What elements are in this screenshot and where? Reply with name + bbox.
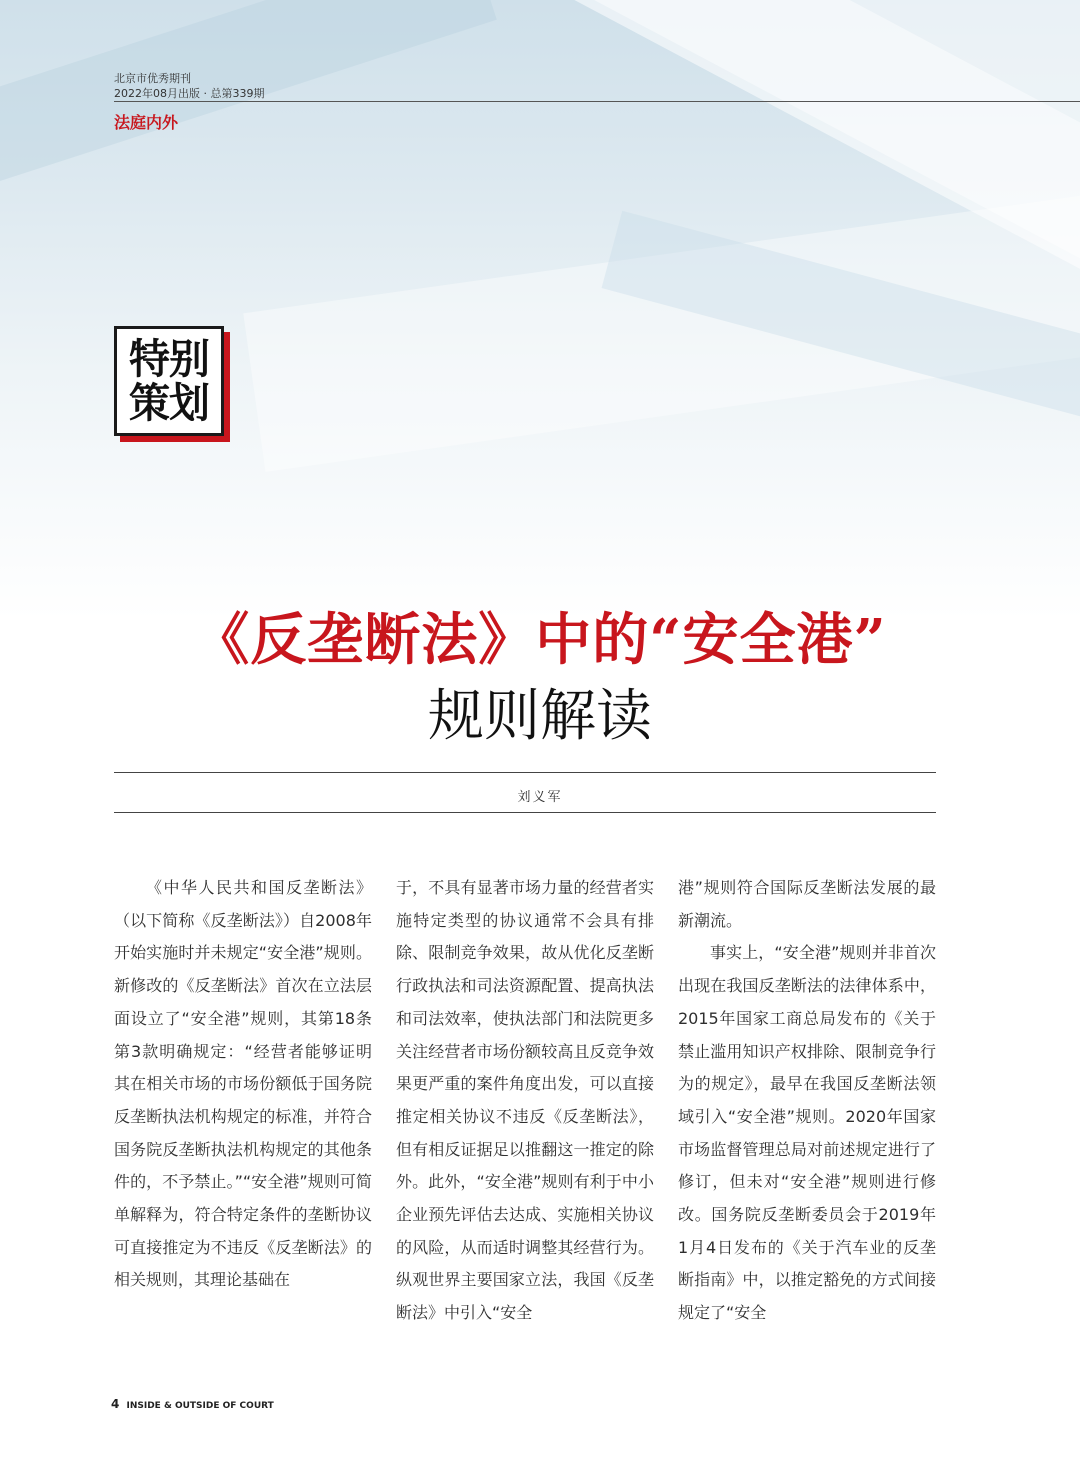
text-column-1 <box>114 872 372 1364</box>
section-name: 法庭内外 <box>114 113 179 132</box>
byline-rule-top <box>114 772 936 773</box>
author-name: 刘义军 <box>517 790 563 805</box>
paragraph: 《中华人民共和国反垄断法》（以下简称《反垄断法》）自2008年开始实施时并未规定“安全港”规则。新修改的《反垄断法》首次在立法层面设立了“安全港”规则，其第18条第3款明确规定：“经营者能够证明其在相关市场的市场份额低于国务院反垄断执法机构规定的标准，并符合国务院反垄断执法机构规定的其他条件的，不予禁止。”“安全港”规则可简单解释为，符合特定条件的垄断协议可直接推定为不违反《反垄断法》的相关规则，其理论基础在 <box>114 878 372 1290</box>
article-subtitle: 规则解读 <box>428 684 652 749</box>
text-column-3 <box>678 872 936 1364</box>
paragraph: 港”规则符合国际反垄断法发展的最新潮流。 <box>678 878 936 930</box>
paragraph: 于，不具有显著市场力量的经营者实施特定类型的协议通常不会具有排除、限制竞争效果，故从优化反垄断行政执法和司法资源配置、提高执法和司法效率，使执法部门和法院更多关注经营者市场份额较高且反竞争效果更严重的案件角度出发，可以直接推定相关协议不违反《反垄断法》，但有相反证据足以推翻这一推定的除外。此外，“安全港”规则有利于中小企业预先评估去达成、实施相关协议的风险，从而适时调整其经营行为。纵观世界主要国家立法，我国《反垄断法》中引入“安全 <box>396 878 654 1323</box>
article-title: 《反垄断法》中的“安全港” <box>193 607 887 673</box>
header-divider <box>114 101 1080 102</box>
page-number: 4 <box>111 1397 120 1411</box>
text-column-2 <box>396 872 654 1364</box>
issue-info: 2022年08月出版 · 总第339期 <box>114 87 265 100</box>
magazine-name: 北京市优秀期刊 <box>114 72 191 85</box>
page-footer <box>111 1397 274 1411</box>
byline-rule-bottom <box>114 812 936 813</box>
footer-magazine-name: INSIDE & OUTSIDE OF COURT <box>126 1401 274 1411</box>
special-feature-badge <box>114 326 224 436</box>
paragraph: 事实上，“安全港”规则并非首次出现在我国反垄断法的法律体系中，2015年国家工商总局发布的《关于禁止滥用知识产权排除、限制竞争行为的规定》，最早在我国反垄断法领域引入“安全港”规则。2020年国家市场监督管理总局对前述规定进行了修订，但未对“安全港”规则进行修改。国务院反垄断委员会于2019年1月4日发布的《关于汽车业的反垄断指南》中，以推定豁免的方式间接规定了“安全 <box>678 943 936 1323</box>
badge-line-1: 特别 <box>129 335 209 383</box>
badge-line-2: 策划 <box>129 379 209 427</box>
